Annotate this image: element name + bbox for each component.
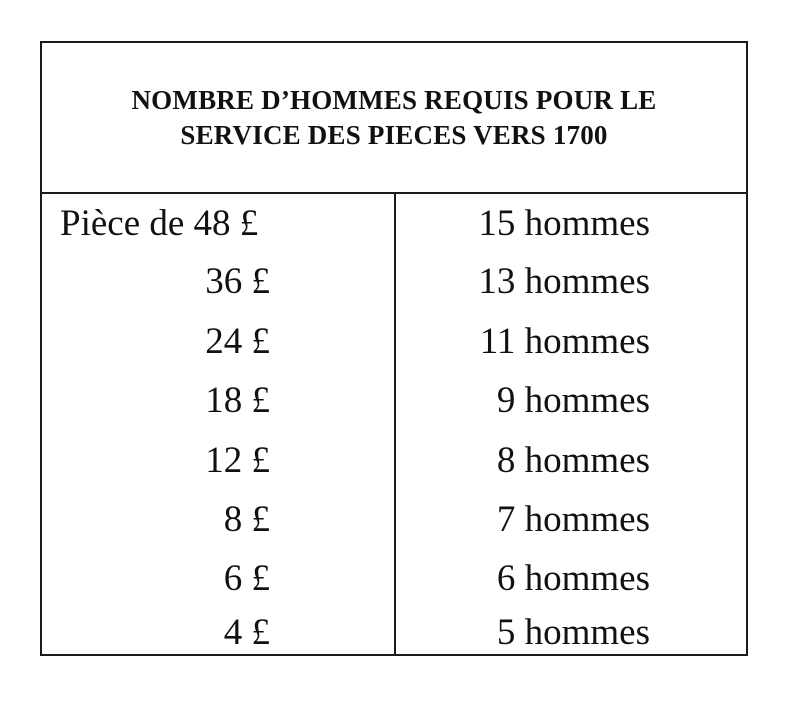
- table-row: [42, 312, 746, 372]
- piece-cell: 8 £: [223, 499, 270, 540]
- piece-cell: 24 £: [205, 321, 270, 362]
- crew-cell: 7 hommes: [496, 499, 650, 540]
- table-row: [42, 603, 746, 663]
- table-title-box: [42, 43, 746, 194]
- table-row: [42, 549, 746, 609]
- crew-cell: 13 hommes: [478, 261, 650, 302]
- table-row: [42, 490, 746, 550]
- table-title-line-2: SERVICE DES PIECES VERS 1700: [180, 119, 608, 150]
- crew-cell: 11 hommes: [479, 321, 650, 362]
- table-row: [42, 194, 746, 254]
- table-title-line-1: NOMBRE D’HOMMES REQUIS POUR LE: [131, 84, 657, 115]
- crew-cell: 5 hommes: [496, 612, 650, 653]
- table-row: [42, 371, 746, 431]
- guns-crew-table: [40, 41, 748, 656]
- table-row: [42, 431, 746, 491]
- crew-cell: 15 hommes: [478, 203, 650, 244]
- crew-cell: 6 hommes: [496, 558, 650, 599]
- piece-cell: 12 £: [205, 440, 270, 481]
- crew-cell: 9 hommes: [496, 380, 650, 421]
- piece-cell: 36 £: [205, 261, 270, 302]
- piece-cell: 4 £: [223, 612, 270, 653]
- table-row: [42, 252, 746, 312]
- piece-cell: 6 £: [223, 558, 270, 599]
- piece-cell: Pièce de 48 £: [60, 203, 259, 244]
- piece-cell: 18 £: [205, 380, 270, 421]
- crew-cell: 8 hommes: [496, 440, 650, 481]
